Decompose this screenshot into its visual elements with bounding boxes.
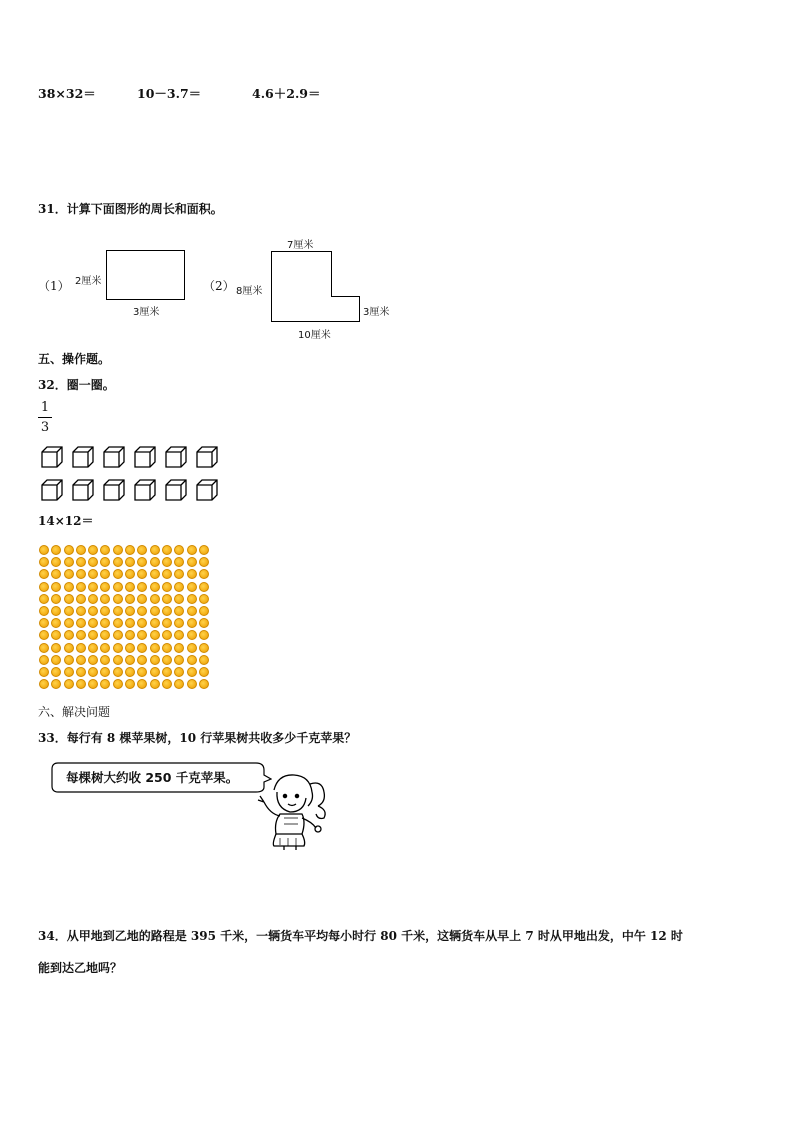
dot [199,545,209,555]
dot [39,618,49,628]
dot [88,594,98,604]
question-32-title: 32．圈一圈。 [38,378,115,392]
dot [88,655,98,665]
figure-2-left-label: 8厘米 [236,286,263,297]
dot [88,582,98,592]
dot [150,545,160,555]
dot [174,582,184,592]
question-31-title: 31．计算下面图形的周长和面积。 [38,202,223,216]
dot [125,679,135,689]
fraction-numerator: 1 [40,400,50,415]
dot [88,557,98,567]
dot [100,643,110,653]
dot [187,545,197,555]
dot [113,618,123,628]
dot [137,630,147,640]
dot [187,630,197,640]
dot [88,569,98,579]
dot [51,545,61,555]
dot [125,618,135,628]
dot [88,679,98,689]
dot [88,618,98,628]
dot [113,582,123,592]
dot [100,582,110,592]
figure-1-label: （1） [38,279,70,293]
dot [187,606,197,616]
cube-icon [40,445,64,469]
fraction-one-third [38,400,52,435]
dot [76,545,86,555]
dot [125,594,135,604]
cube-icon [195,445,219,469]
dot [162,606,172,616]
figure-1-side-label: 2厘米 [75,276,102,287]
dot [137,618,147,628]
dot [174,557,184,567]
dot [100,594,110,604]
dot [137,643,147,653]
dot [125,582,135,592]
dot [174,643,184,653]
dot [100,679,110,689]
dot [39,606,49,616]
dot [199,679,209,689]
dot [64,582,74,592]
question-34-line-2: 能到达乙地吗？ [38,961,123,975]
dot [162,643,172,653]
dot [174,655,184,665]
dot [162,630,172,640]
dot [100,630,110,640]
dot-array-expression: 14×12＝ [38,514,94,528]
figure-1-bottom-label: 3厘米 [133,307,160,318]
dot [113,594,123,604]
dot [64,594,74,604]
dot [76,594,86,604]
dot [88,630,98,640]
dot [51,594,61,604]
dot [64,630,74,640]
cube-icon [71,445,95,469]
dot [125,606,135,616]
dot [76,667,86,677]
calc-expression-2: 10－3.7＝ [137,86,202,101]
dot [76,606,86,616]
dot [51,667,61,677]
dot [162,594,172,604]
dot [100,545,110,555]
cube-row-1 [40,445,219,469]
dot [51,655,61,665]
dot [51,679,61,689]
dot [64,618,74,628]
figure-1-rectangle [106,250,185,300]
dot [39,569,49,579]
dot [187,569,197,579]
dot [137,667,147,677]
dot [113,545,123,555]
dot [88,545,98,555]
dot [174,630,184,640]
dot [199,643,209,653]
dot [162,618,172,628]
dot [150,606,160,616]
dot [162,667,172,677]
dot [39,643,49,653]
dot [199,557,209,567]
cube-row-2 [40,478,219,502]
dot [137,594,147,604]
dot [187,679,197,689]
dot [64,667,74,677]
dot [51,582,61,592]
calc-expression-3: 4.6＋2.9＝ [252,86,321,101]
dot [150,582,160,592]
dot [76,582,86,592]
dot [76,618,86,628]
figure-2-label: （2） [203,279,235,293]
dot [174,679,184,689]
dot [39,655,49,665]
dot [174,606,184,616]
dot [113,679,123,689]
question-33-title: 33．每行有 8 棵苹果树，10 行苹果树共收多少千克苹果？ [38,731,357,745]
girl-illustration [244,770,334,852]
dot [51,618,61,628]
dot [100,667,110,677]
figure-2-top-label: 7厘米 [287,240,314,251]
dot [187,618,197,628]
dot [76,569,86,579]
dot [199,630,209,640]
dot [125,643,135,653]
dot [113,630,123,640]
dot [39,594,49,604]
dot [162,557,172,567]
dot [64,606,74,616]
cube-icon [164,478,188,502]
dot [39,545,49,555]
dot [199,618,209,628]
dot [76,630,86,640]
dot [39,582,49,592]
dot [51,643,61,653]
dot [162,679,172,689]
dot [162,569,172,579]
dot [113,606,123,616]
dot [113,557,123,567]
dot [51,606,61,616]
dot [137,557,147,567]
cube-icon [102,478,126,502]
dot [162,582,172,592]
dot [137,606,147,616]
dot [137,655,147,665]
dot [199,569,209,579]
dot [199,655,209,665]
dot [199,606,209,616]
dot [76,679,86,689]
question-34-line-1: 34．从甲地到乙地的路程是 395 千米，一辆货车平均每小时行 80 千米，这辆货车从早上 7 时从甲地出发，中午 12 时 [38,929,683,943]
section-5-heading: 五、操作题。 [38,352,111,366]
dot [100,557,110,567]
dot [76,655,86,665]
dot [137,545,147,555]
dot [150,557,160,567]
cube-icon [102,445,126,469]
dot [51,630,61,640]
section-6-heading: 六、解决问题 [38,705,111,719]
dot-array [38,544,210,690]
dot [150,630,160,640]
dot [174,569,184,579]
speech-bubble-text: 每棵树大约收 250 千克苹果。 [66,770,239,785]
dot [125,545,135,555]
dot [187,667,197,677]
dot [88,667,98,677]
dot [187,643,197,653]
dot [187,655,197,665]
dot [76,643,86,653]
cube-icon [71,478,95,502]
dot [64,655,74,665]
dot [51,557,61,567]
dot [64,545,74,555]
dot [125,667,135,677]
dot [187,594,197,604]
figure-2-right-label: 3厘米 [363,307,390,318]
dot [39,630,49,640]
dot [174,594,184,604]
cube-icon [40,478,64,502]
cube-icon [164,445,188,469]
dot [187,557,197,567]
dot [125,655,135,665]
dot [150,594,160,604]
dot [162,655,172,665]
dot [150,655,160,665]
dot [199,667,209,677]
dot [88,643,98,653]
dot [174,545,184,555]
dot [113,655,123,665]
cube-icon [133,445,157,469]
dot [100,618,110,628]
dot [125,569,135,579]
dot [150,679,160,689]
cube-icon [133,478,157,502]
dot [39,679,49,689]
dot [64,643,74,653]
dot [100,569,110,579]
dot [113,643,123,653]
dot [174,667,184,677]
calc-expression-1: 38×32＝ [38,86,96,101]
dot [137,582,147,592]
dot [187,582,197,592]
cube-icon [195,478,219,502]
figure-2-bottom-label: 10厘米 [298,330,331,341]
fraction-bar [38,417,52,418]
figure-2-l-shape [268,248,362,324]
dot [150,667,160,677]
dot [113,569,123,579]
dot [199,594,209,604]
dot [199,582,209,592]
dot [162,545,172,555]
dot [88,606,98,616]
dot [150,618,160,628]
dot [113,667,123,677]
dot [64,679,74,689]
dot [39,557,49,567]
dot [125,557,135,567]
dot [64,557,74,567]
dot [51,569,61,579]
dot [100,606,110,616]
dot [100,655,110,665]
dot [150,569,160,579]
dot [137,679,147,689]
dot [76,557,86,567]
dot [64,569,74,579]
dot [174,618,184,628]
dot [150,643,160,653]
dot [137,569,147,579]
dot [125,630,135,640]
dot [39,667,49,677]
fraction-denominator: 3 [40,420,50,435]
